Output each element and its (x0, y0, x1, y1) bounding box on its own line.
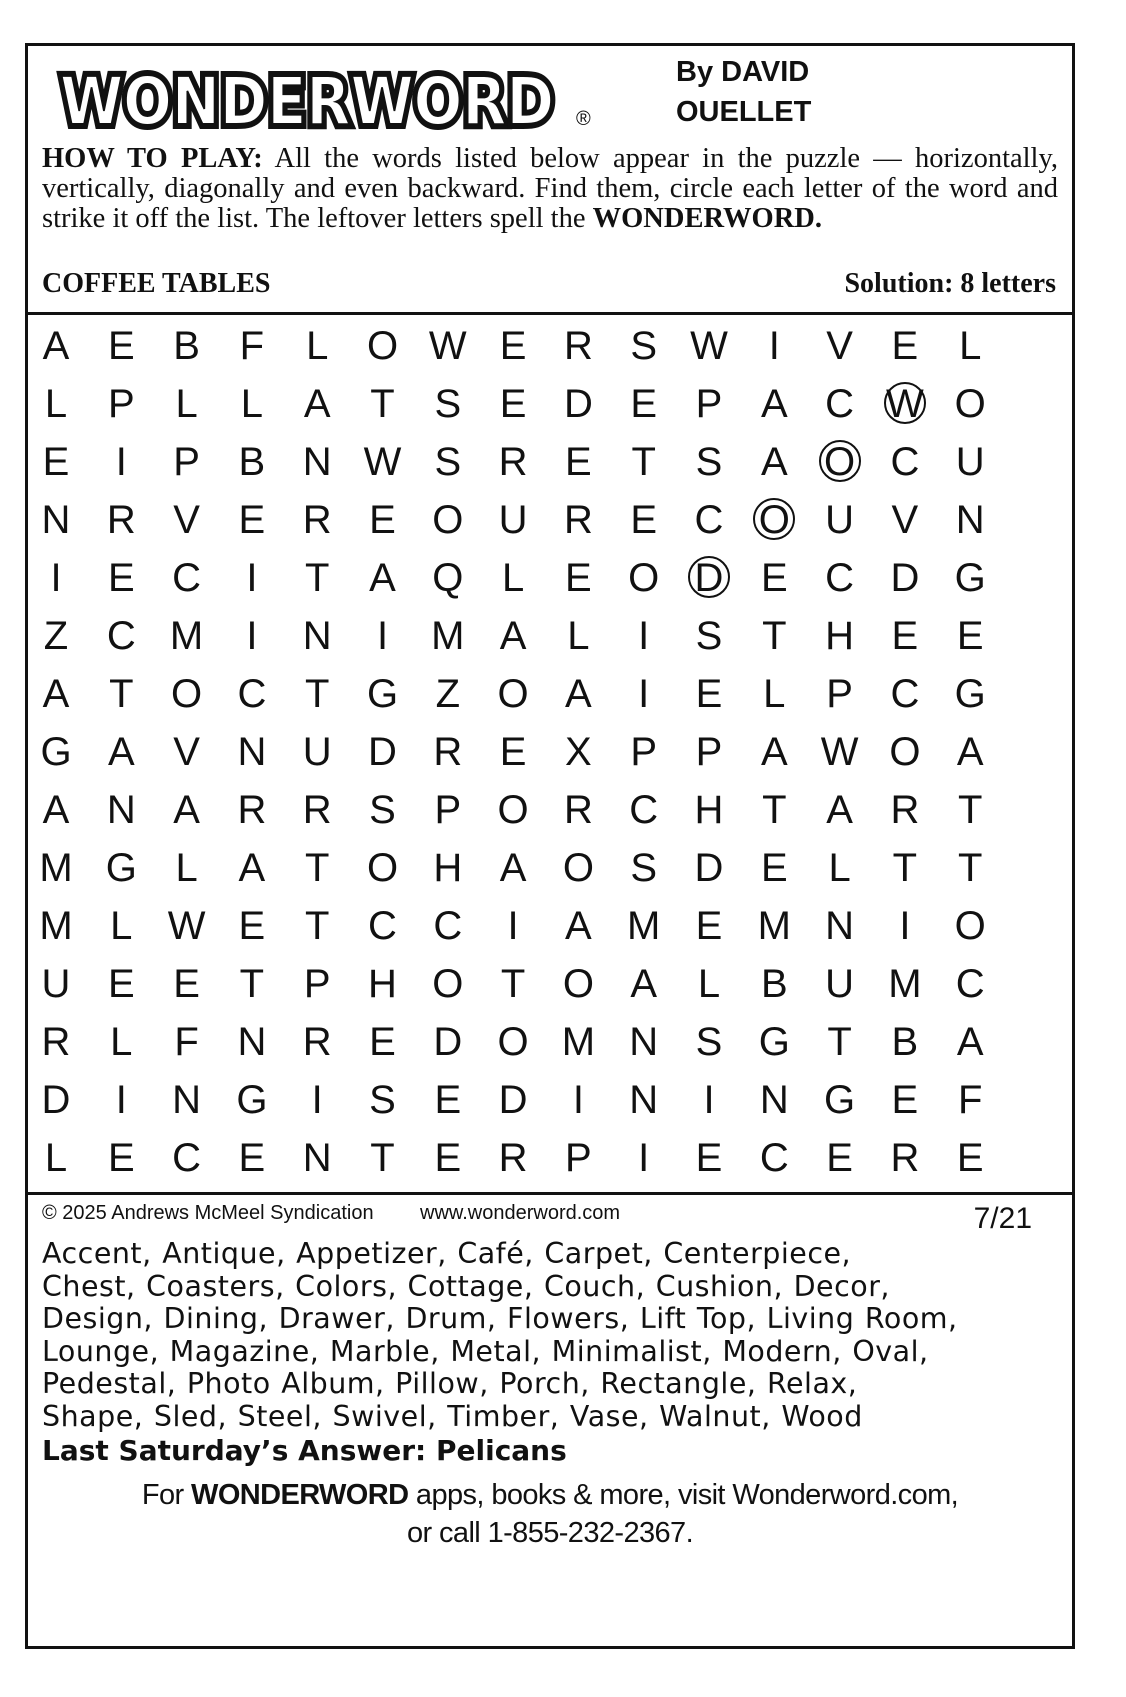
grid-letter[interactable]: D (498, 1078, 528, 1122)
grid-letter[interactable]: C (955, 962, 985, 1006)
grid-letter[interactable]: B (238, 440, 266, 484)
grid-letter[interactable]: D (694, 846, 724, 890)
grid-letter[interactable]: P (695, 382, 723, 426)
grid-letter[interactable]: S (695, 1020, 723, 1064)
grid-letter[interactable]: W (820, 730, 859, 774)
grid-letter[interactable]: E (760, 846, 788, 890)
grid-letter[interactable]: F (174, 1020, 199, 1064)
grid-letter[interactable]: Q (432, 556, 464, 600)
grid-letter[interactable]: E (499, 324, 527, 368)
grid-letter[interactable]: O (497, 672, 529, 716)
grid-letter[interactable]: N (237, 730, 267, 774)
how-to-play-body: All the words listed below appear in the puzzle — horizontally, vertically, diagonally and even backward. Find them, circle each letter of the word and strike it off the list. The leftover letters spell the (42, 143, 1058, 234)
grid-letter[interactable]: X (565, 730, 592, 774)
grid-letter[interactable]: T (239, 962, 265, 1006)
how-to-play-tail: WONDERWORD. (592, 203, 822, 234)
grid-letter[interactable]: C (890, 440, 920, 484)
grid-letter[interactable]: E (630, 382, 658, 426)
grid-letter[interactable]: E (107, 324, 135, 368)
grid-letter[interactable]: R (302, 498, 332, 542)
grid-letter[interactable]: M (169, 614, 204, 658)
grid-letter[interactable]: E (891, 614, 919, 658)
grid-letter[interactable]: V (173, 730, 200, 774)
grid-letter[interactable]: P (107, 382, 135, 426)
grid-letter[interactable]: A (42, 324, 70, 368)
grid-letter[interactable]: I (311, 1078, 323, 1122)
last-saturday-answer: Last Saturday’s Answer: Pelicans (42, 1434, 567, 1467)
grid-letter[interactable]: L (567, 614, 590, 658)
grid-letter[interactable]: B (760, 962, 788, 1006)
grid-letter[interactable]: P (826, 672, 853, 716)
grid-letter[interactable]: R (106, 498, 136, 542)
grid-letter[interactable]: D (890, 556, 920, 600)
grid-letter[interactable]: D (563, 382, 593, 426)
grid-letter[interactable]: T (827, 1020, 852, 1064)
grid-letter[interactable]: R (890, 1136, 920, 1180)
grid-letter[interactable]: C (368, 904, 397, 948)
grid-letter[interactable]: C (433, 904, 463, 948)
grid-letter[interactable]: R (563, 498, 593, 542)
byline-line-2: OUELLET (676, 96, 812, 128)
word-list-line: Pedestal, Photo Album, Pillow, Porch, Rectangle, Relax, (42, 1367, 858, 1400)
grid-letter[interactable]: L (110, 904, 133, 948)
grid-letter[interactable]: I (572, 1078, 584, 1122)
grid-letter[interactable]: P (630, 730, 658, 774)
grid-letter[interactable]: N (955, 498, 985, 542)
grid-letter[interactable]: L (306, 324, 329, 368)
grid-letter[interactable]: R (498, 440, 528, 484)
grid-letter[interactable]: T (762, 788, 787, 832)
grid-letter[interactable]: R (563, 324, 593, 368)
grid-letter[interactable]: G (954, 672, 986, 716)
grid-letter[interactable]: A (499, 846, 527, 890)
grid-letter[interactable]: I (246, 556, 258, 600)
grid-letter[interactable]: E (956, 614, 984, 658)
grid-letter[interactable]: E (891, 324, 919, 368)
grid-letter[interactable]: E (238, 904, 266, 948)
grid-letter[interactable]: U (41, 962, 71, 1006)
grid-letter[interactable]: T (304, 556, 330, 600)
grid-letter[interactable]: M (888, 962, 922, 1006)
grid-letter[interactable]: L (697, 962, 721, 1006)
word-list-line: Accent, Antique, Appetizer, Café, Carpet, Centerpiece, (42, 1237, 852, 1270)
grid-letter[interactable]: R (890, 788, 920, 832)
grid-letter[interactable]: L (763, 672, 786, 716)
word-list-line: Design, Dining, Drawer, Drum, Flowers, Lift Top, Living Room, (42, 1302, 958, 1335)
grid-letter[interactable]: V (826, 324, 853, 368)
grid-letter[interactable]: C (694, 498, 724, 542)
promo-line-2: or call 1-855-232-2367. (406, 1517, 694, 1549)
grid-letter[interactable]: T (370, 1136, 395, 1180)
grid-letter[interactable]: O (366, 324, 399, 368)
grid-letter[interactable]: A (956, 730, 984, 774)
grid-letter[interactable]: L (240, 382, 264, 426)
grid-letter[interactable]: G (758, 1020, 790, 1064)
grid-letter[interactable]: E (434, 1136, 462, 1180)
grid-letter[interactable]: T (892, 846, 918, 890)
grid-letter[interactable]: A (369, 556, 396, 600)
grid-letter[interactable]: U (955, 440, 985, 484)
grid-letter[interactable]: A (760, 382, 788, 426)
grid-letter[interactable]: A (499, 614, 527, 658)
puzzle-frame (25, 43, 1075, 1649)
grid-letter[interactable]: M (561, 1020, 596, 1064)
grid-letter[interactable]: C (106, 614, 136, 658)
grid-letter[interactable]: M (431, 614, 465, 658)
grid-letter[interactable]: A (565, 904, 592, 948)
grid-letter[interactable]: E (238, 498, 266, 542)
grid-letter[interactable]: U (498, 498, 528, 542)
grid-letter[interactable]: O (366, 846, 399, 890)
grid-letter[interactable]: V (173, 498, 200, 542)
copyright: © 2025 Andrews McMeel Syndication (42, 1202, 374, 1224)
grid-letter[interactable]: A (42, 672, 70, 716)
grid-letter[interactable]: H (433, 846, 463, 890)
grid-letter[interactable]: T (304, 846, 330, 890)
wonderword-logo (54, 54, 564, 136)
grid-letter[interactable]: N (825, 904, 855, 948)
grid-letter[interactable]: S (630, 846, 658, 890)
grid-letter[interactable]: A (826, 788, 853, 832)
grid-letter[interactable]: S (369, 788, 396, 832)
grid-letter[interactable]: F (239, 324, 265, 368)
grid-letter[interactable]: E (107, 556, 135, 600)
grid-letter[interactable]: T (957, 788, 983, 832)
word-list-line: Chest, Coasters, Colors, Cottage, Couch, Cushion, Decor, (42, 1269, 890, 1303)
how-to-play-instructions (42, 144, 1058, 234)
grid-letter[interactable]: A (42, 788, 70, 832)
grid-letter[interactable]: G (105, 846, 137, 890)
grid-letter[interactable]: U (825, 498, 855, 542)
grid-letter[interactable]: L (828, 846, 851, 890)
grid-letter[interactable]: F (957, 1078, 983, 1122)
grid-letter[interactable]: L (44, 1136, 68, 1180)
letter-grid (28, 318, 1072, 1188)
byline (676, 52, 856, 132)
grid-letter[interactable]: L (501, 556, 525, 600)
logo-text: WONDERWORD (60, 63, 554, 136)
grid-letter[interactable]: A (173, 788, 200, 832)
grid-letter[interactable]: S (434, 382, 462, 426)
grid-letter[interactable]: E (369, 498, 396, 542)
grid-letter[interactable]: E (434, 1078, 462, 1122)
grid-letter[interactable]: C (172, 1136, 202, 1180)
grid-letter[interactable]: I (115, 1078, 127, 1122)
grid-letter[interactable]: L (44, 382, 68, 426)
grid-letter[interactable]: N (302, 1136, 332, 1180)
promo-prefix: For (141, 1479, 184, 1511)
grid-letter[interactable]: E (107, 1136, 135, 1180)
grid-letter[interactable]: T (957, 846, 983, 890)
grid-letter[interactable]: M (627, 904, 661, 948)
grid-letter[interactable]: W (167, 904, 206, 948)
grid-letter[interactable]: P (173, 440, 200, 484)
grid-letter[interactable]: E (956, 1136, 984, 1180)
grid-letter[interactable]: E (499, 730, 527, 774)
grid-letter[interactable]: N (172, 1078, 202, 1122)
grid-letter[interactable]: A (565, 672, 592, 716)
grid-letter[interactable]: S (695, 440, 723, 484)
grid-letter[interactable]: R (563, 788, 593, 832)
grid-letter[interactable]: L (110, 1020, 133, 1064)
promo-text (28, 1476, 1072, 1552)
grid-letter[interactable]: Z (43, 614, 69, 658)
grid-letter[interactable]: I (703, 1078, 715, 1122)
grid-letter[interactable]: E (499, 382, 527, 426)
grid-letter[interactable]: C (759, 1136, 789, 1180)
grid-letter[interactable]: P (695, 730, 723, 774)
grid-letter[interactable]: B (173, 324, 200, 368)
promo-suffix: apps, books & more, visit Wonderword.com, (415, 1479, 959, 1511)
grid-letter[interactable]: T (304, 904, 330, 948)
grid-letter[interactable]: G (366, 672, 399, 716)
logo-text-shadow: WONDERWORD (60, 63, 554, 136)
grid-letter[interactable]: N (629, 1020, 659, 1064)
grid-letter[interactable]: E (891, 1078, 919, 1122)
grid-letter[interactable]: I (246, 614, 258, 658)
grid-letter[interactable]: A (760, 440, 788, 484)
grid-letter[interactable]: C (172, 556, 202, 600)
grid-letter[interactable]: L (959, 324, 982, 368)
grid-letter[interactable]: N (106, 788, 136, 832)
grid-letter[interactable]: O (562, 846, 594, 890)
grid-letter[interactable]: E (369, 1020, 396, 1064)
grid-letter[interactable]: E (42, 440, 70, 484)
grid-letter[interactable]: P (434, 788, 462, 832)
grid-letter[interactable]: P (565, 1136, 592, 1180)
grid-letter[interactable]: O (628, 556, 660, 600)
grid-letter[interactable]: R (302, 1020, 332, 1064)
grid-letter[interactable]: C (825, 382, 855, 426)
promo-line-1 (28, 1476, 1072, 1514)
grid-letter[interactable]: E (695, 672, 723, 716)
grid-letter[interactable]: I (376, 614, 389, 658)
puzzle-date: 7/21 (973, 1202, 1032, 1235)
grid-letter[interactable]: O (497, 1020, 529, 1064)
grid-letter[interactable]: I (507, 904, 519, 948)
word-list-line: Shape, Sled, Steel, Swivel, Timber, Vase, Walnut, Wood (42, 1399, 863, 1433)
word-list-line: Lounge, Magazine, Marble, Metal, Minimalist, Modern, Oval, (42, 1334, 929, 1368)
grid-letter[interactable]: T (109, 672, 134, 716)
grid-letter[interactable]: U (302, 730, 332, 774)
grid-letter[interactable]: W (428, 324, 467, 368)
grid-letter[interactable]: G (954, 556, 986, 600)
registered-mark: ® (576, 108, 591, 130)
grid-letter[interactable]: I (899, 904, 911, 948)
grid-letter[interactable]: W (875, 376, 935, 432)
word-list (42, 1238, 1058, 1433)
grid-letter[interactable]: I (50, 556, 62, 600)
grid-letter[interactable]: A (107, 730, 135, 774)
grid-letter[interactable]: R (498, 1136, 528, 1180)
grid-letter[interactable]: O (954, 382, 986, 426)
grid-letter[interactable]: O (171, 672, 203, 716)
grid-letter[interactable]: T (304, 672, 330, 716)
grid-letter[interactable]: R (237, 788, 267, 832)
grid-letter[interactable]: O (810, 434, 870, 490)
grid-letter[interactable]: B (891, 1020, 919, 1064)
grid-letter[interactable]: U (825, 962, 855, 1006)
grid-letter[interactable]: V (891, 498, 919, 542)
grid-letter[interactable]: Z (435, 672, 461, 716)
grid-letter[interactable]: W (363, 440, 402, 484)
how-to-play-label: HOW TO PLAY: (42, 143, 263, 174)
grid-letter[interactable]: C (890, 672, 920, 716)
grid-letter[interactable]: G (824, 1078, 856, 1122)
grid-letter[interactable]: C (237, 672, 267, 716)
grid-letter[interactable]: S (369, 1078, 396, 1122)
grid-letter[interactable]: I (638, 614, 650, 658)
grid-letter[interactable]: T (500, 962, 526, 1006)
website-url: www.wonderword.com (420, 1202, 621, 1224)
grid-letter[interactable]: E (173, 962, 200, 1006)
grid-letter[interactable]: T (370, 382, 395, 426)
grid-letter[interactable]: T (631, 440, 656, 484)
grid-letter[interactable]: D (679, 550, 739, 606)
byline-line-1: By DAVID (676, 56, 810, 88)
grid-letter[interactable]: A (303, 382, 331, 426)
grid-letter[interactable]: O (889, 730, 921, 774)
grid-letter[interactable]: N (629, 1078, 659, 1122)
grid-letter[interactable]: S (434, 440, 462, 484)
grid-letter[interactable]: M (757, 904, 791, 948)
puzzle-theme: COFFEE TABLES (42, 268, 271, 299)
grid-letter[interactable]: N (759, 1078, 789, 1122)
grid-letter[interactable]: I (115, 440, 127, 484)
grid-letter[interactable]: O (432, 498, 464, 542)
grid-letter[interactable]: C (825, 556, 855, 600)
grid-letter[interactable]: I (638, 672, 650, 716)
grid-letter[interactable]: N (302, 440, 332, 484)
grid-letter[interactable]: D (41, 1078, 71, 1122)
grid-letter[interactable]: O (562, 962, 594, 1006)
grid-letter[interactable]: E (565, 440, 592, 484)
grid-letter[interactable]: A (238, 846, 266, 890)
grid-letter[interactable]: C (629, 788, 659, 832)
grid-letter[interactable]: E (695, 1136, 723, 1180)
grid-letter[interactable]: S (630, 324, 658, 368)
grid-letter[interactable]: D (368, 730, 397, 774)
divider (28, 312, 1072, 315)
grid-letter[interactable]: O (432, 962, 464, 1006)
grid-letter[interactable]: O (744, 492, 804, 548)
grid-letter[interactable]: W (690, 324, 728, 368)
grid-letter[interactable]: A (956, 1020, 984, 1064)
grid-letter[interactable]: G (236, 1078, 268, 1122)
grid-letter[interactable]: E (826, 1136, 853, 1180)
grid-letter[interactable]: E (630, 498, 658, 542)
grid-letter[interactable]: G (40, 730, 72, 774)
grid-letter[interactable]: N (41, 498, 71, 542)
grid-letter[interactable]: R (41, 1020, 71, 1064)
grid-letter[interactable]: A (760, 730, 788, 774)
grid-letter[interactable]: N (237, 1020, 267, 1064)
grid-letter[interactable]: L (175, 846, 198, 890)
promo-brand: WONDERWORD (191, 1479, 409, 1511)
grid-letter[interactable]: E (107, 962, 135, 1006)
grid-letter[interactable]: M (39, 846, 73, 890)
grid-letter[interactable]: E (565, 556, 592, 600)
grid-letter[interactable]: O (954, 904, 986, 948)
grid-letter[interactable]: E (760, 556, 788, 600)
grid-letter[interactable]: H (368, 962, 397, 1006)
grid-letter[interactable]: R (302, 788, 332, 832)
grid-letter[interactable]: R (433, 730, 463, 774)
grid-letter[interactable]: S (695, 614, 723, 658)
grid-letter[interactable]: H (825, 614, 855, 658)
grid-letter[interactable]: E (238, 1136, 266, 1180)
grid-letter[interactable]: T (762, 614, 787, 658)
grid-letter[interactable]: I (638, 1136, 650, 1180)
grid-letter[interactable]: N (302, 614, 332, 658)
solution-length: Solution: 8 letters (844, 268, 1056, 299)
divider (28, 1192, 1072, 1195)
grid-letter[interactable]: M (39, 904, 73, 948)
grid-letter[interactable]: O (497, 788, 529, 832)
grid-letter[interactable]: E (695, 904, 723, 948)
grid-letter[interactable]: I (768, 324, 780, 368)
grid-letter[interactable]: D (433, 1020, 463, 1064)
grid-letter[interactable]: H (694, 788, 724, 832)
grid-letter[interactable]: P (303, 962, 331, 1006)
grid-letter[interactable]: A (630, 962, 658, 1006)
grid-letter[interactable]: L (175, 382, 198, 426)
